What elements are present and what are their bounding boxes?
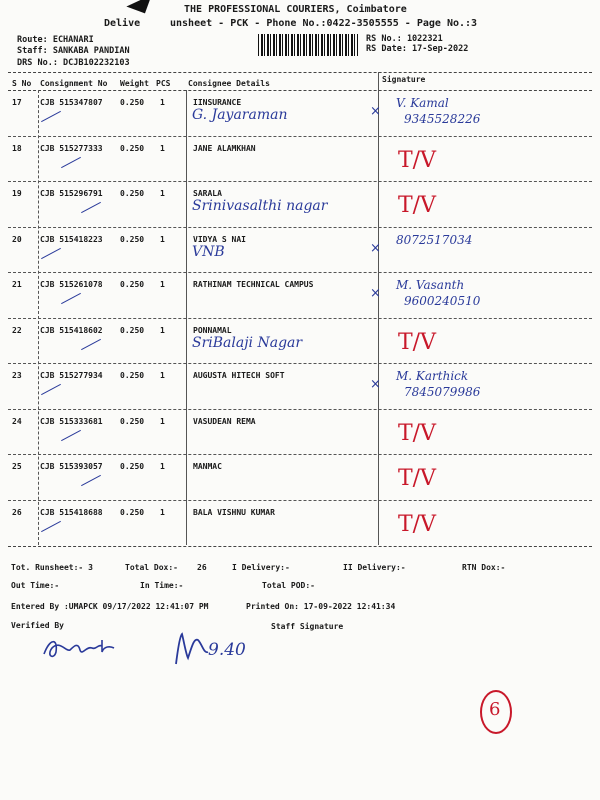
- row-weight: 0.250: [120, 280, 145, 289]
- ii-delivery-label: II Delivery:-: [343, 563, 406, 572]
- row-weight: 0.250: [120, 234, 145, 244]
- row-signature-name: 8072517034: [396, 232, 473, 247]
- out-time-label: Out Time:-: [11, 581, 60, 590]
- row-consignment-no: CJB 515277333: [40, 143, 103, 153]
- table-row: [8, 409, 592, 455]
- row-signature-name: V. Kamal: [396, 96, 449, 110]
- col-header-sno: S No: [12, 79, 32, 88]
- verifier-signature: [40, 632, 130, 662]
- table-top-line: [8, 72, 592, 73]
- row-consignee-name: JANE ALAMKHAN: [193, 143, 256, 153]
- header-subtitle-right: unsheet - PCK - Phone No.:0422-3505555 - Page No.:3: [170, 18, 478, 29]
- row-weight: 0.250: [120, 507, 145, 517]
- row-consignee-name: VASUDEAN REMA: [193, 416, 256, 426]
- row-sno: 22: [12, 325, 22, 335]
- row-cross-mark: ×: [370, 286, 381, 301]
- printed-on: Printed On: 17-09-2022 12:41:34: [246, 602, 396, 611]
- table-row: [8, 500, 592, 546]
- entered-by: Entered By :UMAPCK 09/17/2022 12:41:07 PM: [11, 602, 209, 611]
- row-weight: 0.250: [120, 462, 145, 471]
- row-pcs: 1: [160, 371, 165, 380]
- row-sno: 18: [12, 143, 22, 153]
- row-consignment-no: CJB 515277934: [40, 371, 103, 380]
- barcode: [258, 34, 358, 56]
- table-row: [8, 363, 592, 409]
- row-cross-mark: ×: [370, 240, 381, 256]
- row-consignment-no: CJB 515296791: [40, 189, 103, 198]
- row-pcs: 1: [160, 462, 165, 471]
- row-weight: 0.250: [120, 416, 145, 426]
- row-cross-mark: ×: [370, 104, 381, 119]
- row-sno: 21: [12, 280, 22, 289]
- row-signature-tv: T/V: [398, 329, 436, 355]
- row-weight: 0.250: [120, 189, 145, 198]
- col-header-signature: Signature: [382, 75, 426, 84]
- drs-label: DRS No.: DCJB102232103: [17, 58, 130, 68]
- row-signature-name: M. Karthick: [396, 369, 469, 383]
- staff-signature-time: 9.40: [208, 640, 246, 660]
- in-time-label: In Time:-: [140, 581, 184, 590]
- row-pcs: 1: [160, 280, 165, 289]
- row-consignee-name: BALA VISHNU KUMAR: [193, 507, 275, 517]
- staff-signature-label: Staff Signature: [271, 622, 344, 631]
- header-title: THE PROFESSIONAL COURIERS, Coimbatore: [184, 4, 407, 15]
- row-signature-phone: 7845079986: [404, 385, 481, 399]
- col-header-weight: Weight: [120, 79, 149, 88]
- row-consignee-name: MANMAC: [193, 462, 222, 471]
- table-bottom-line: [8, 546, 592, 547]
- row-consignee-name: VIDYA S NAI: [193, 234, 246, 244]
- row-consignment-no: CJB 515418223: [40, 234, 103, 244]
- row-consignment-no: CJB 515347807: [40, 98, 103, 107]
- col-header-consignment: Consignment No: [40, 79, 108, 88]
- row-weight: 0.250: [120, 371, 145, 380]
- col-header-consignee: Consignee Details: [188, 79, 270, 88]
- row-handwritten-note: Srinivasalthi nagar: [192, 198, 328, 214]
- row-weight: 0.250: [120, 98, 145, 107]
- row-consignee-name: IINSURANCE: [193, 98, 242, 107]
- row-handwritten-note: G. Jayaraman: [192, 107, 288, 123]
- row-pcs: 1: [160, 143, 165, 153]
- table-row: [8, 227, 592, 273]
- route-label: Route: ECHANARI: [17, 35, 94, 45]
- header-subtitle-left: Delive: [104, 18, 141, 29]
- row-consignee-name: RATHINAM TECHNICAL CAMPUS: [193, 280, 314, 289]
- verified-by-label: Verified By: [11, 621, 64, 630]
- row-consignment-no: CJB 515418688: [40, 507, 103, 517]
- total-dox-value: 26: [197, 563, 207, 572]
- row-weight: 0.250: [120, 143, 145, 153]
- row-consignee-name: PONNAMAL: [193, 325, 232, 335]
- row-handwritten-note: SriBalaji Nagar: [192, 334, 303, 351]
- total-pod-label: Total POD:-: [262, 581, 315, 590]
- row-pcs: 1: [160, 189, 165, 198]
- rs-number: RS No.: 1022321: [366, 34, 443, 44]
- tot-runsheet: Tot. Runsheet:- 3: [11, 563, 93, 572]
- corner-arrow-mark: [126, 0, 157, 19]
- row-sno: 25: [12, 462, 22, 471]
- row-consignment-no: CJB 515418602: [40, 325, 103, 335]
- table-row: [8, 272, 592, 318]
- row-consignee-name: AUGUSTA HITECH SOFT: [193, 371, 285, 380]
- row-signature-tv: T/V: [398, 420, 436, 446]
- row-pcs: 1: [160, 98, 165, 107]
- row-signature-tv: T/V: [398, 466, 436, 491]
- row-signature-tv: T/V: [398, 511, 436, 537]
- row-sno: 23: [12, 371, 22, 380]
- row-weight: 0.250: [120, 325, 145, 335]
- row-cross-mark: ×: [370, 377, 381, 392]
- row-sno: 24: [12, 416, 22, 426]
- staff-label: Staff: SANKABA PANDIAN: [17, 46, 130, 56]
- table-row: [8, 136, 592, 182]
- row-signature-name: M. Vasanth: [396, 278, 465, 292]
- row-pcs: 1: [160, 416, 165, 426]
- row-consignment-no: CJB 515261078: [40, 280, 103, 289]
- rtn-dox-label: RTN Dox:-: [462, 563, 506, 572]
- i-delivery-label: I Delivery:-: [232, 563, 290, 572]
- table-row: [8, 90, 592, 136]
- row-pcs: 1: [160, 507, 165, 517]
- row-sno: 20: [12, 234, 22, 244]
- total-dox-label: Total Dox:-: [125, 563, 178, 572]
- row-handwritten-note: VNB: [192, 243, 225, 260]
- row-consignment-no: CJB 515393057: [40, 462, 103, 471]
- row-sno: 19: [12, 189, 22, 198]
- page-circle-number: 6: [489, 699, 501, 720]
- row-sno: 17: [12, 98, 22, 107]
- row-signature-phone: 9345528226: [404, 112, 481, 126]
- row-signature-phone: 9600240510: [404, 294, 481, 308]
- row-consignment-no: CJB 515333681: [40, 416, 103, 426]
- rs-date: RS Date: 17-Sep-2022: [366, 44, 469, 54]
- col-header-pcs: PCS: [156, 79, 171, 88]
- row-pcs: 1: [160, 234, 165, 244]
- row-pcs: 1: [160, 325, 165, 335]
- row-sno: 26: [12, 507, 22, 517]
- row-signature-tv: T/V: [398, 147, 436, 173]
- row-signature-tv: T/V: [398, 193, 436, 218]
- row-consignee-name: SARALA: [193, 189, 222, 198]
